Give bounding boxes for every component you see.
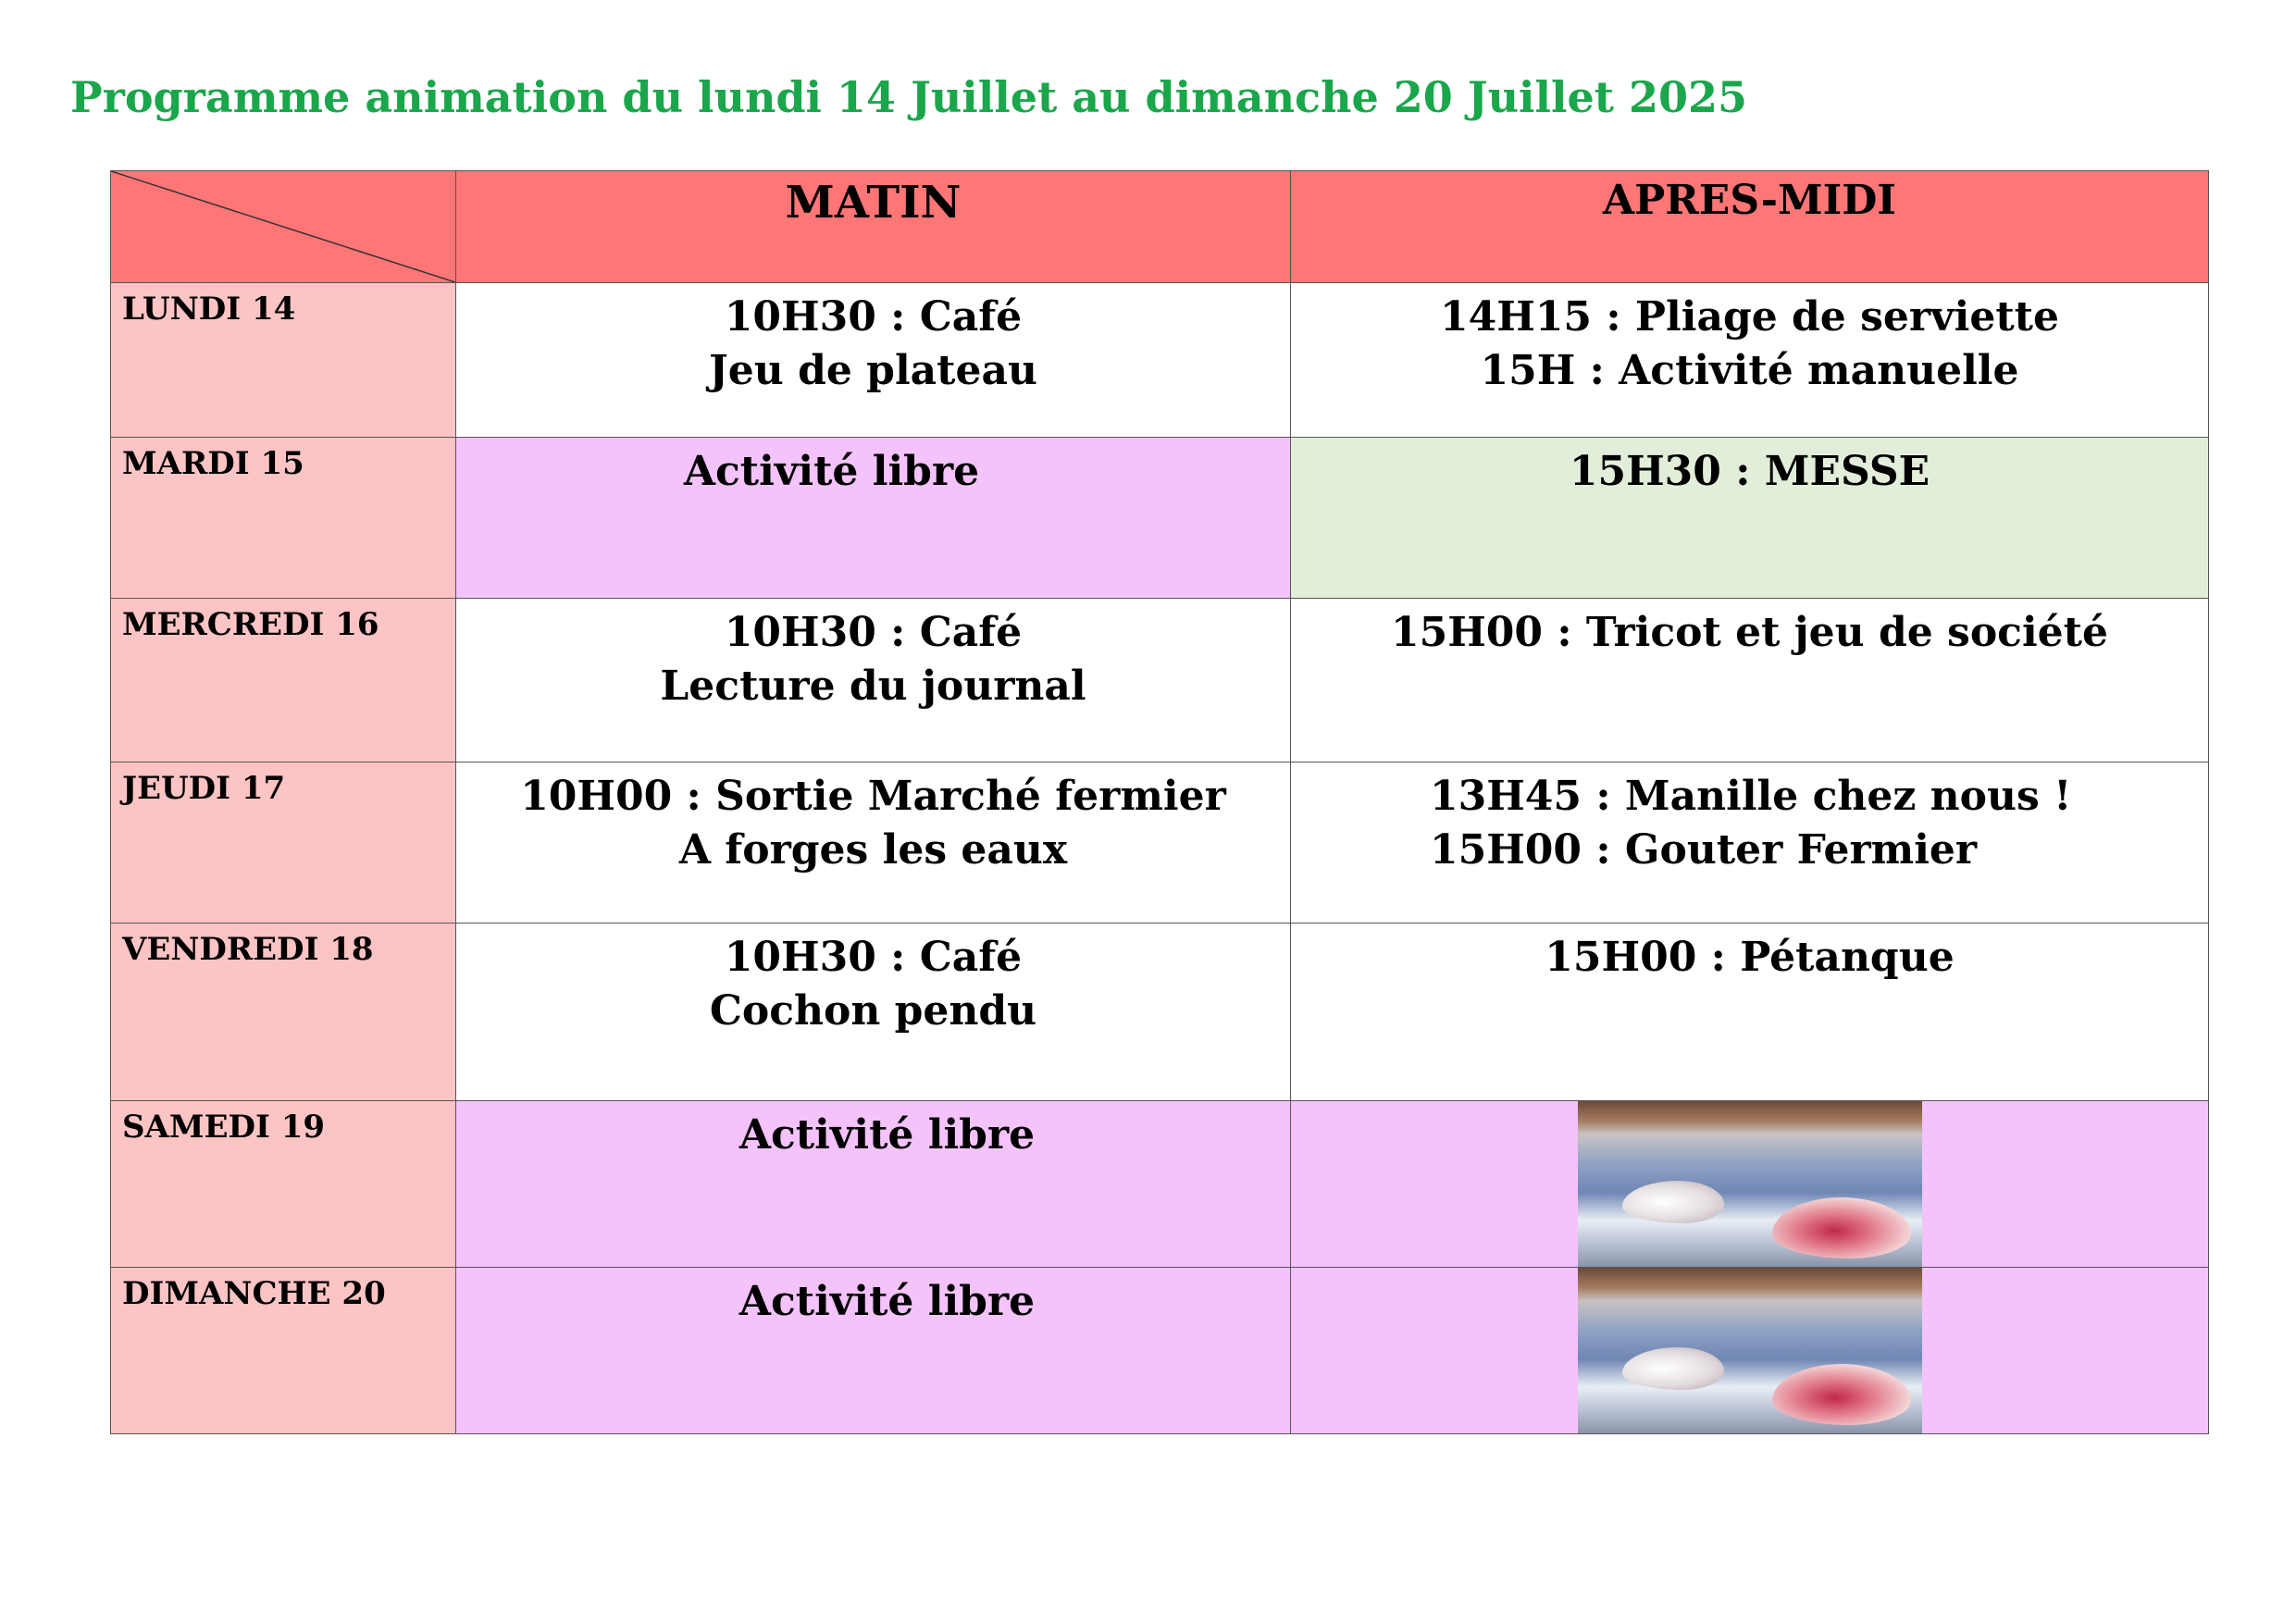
shell-icon [1622,1181,1724,1223]
activity-line: A forges les eaux [678,826,1068,874]
activity-line: Cochon pendu [709,987,1037,1035]
corner-cell [111,171,456,283]
afternoon-activity [1291,599,2208,660]
activity-line: 10H00 : Sortie Marché fermier [520,773,1226,820]
header-morning [456,171,1291,283]
activity-line: Jeu de plateau [708,347,1037,394]
afternoon-cell [1291,599,2209,762]
day-cell [111,438,456,599]
schedule-table [110,170,2209,1434]
activity-line: 10H30 : Café [724,293,1023,341]
day-label: LUNDI 14 [122,291,296,328]
activity-line: Activité libre [738,1278,1036,1325]
activity-line: 15H00 : Gouter Fermier [1430,826,1978,874]
activity-line: 15H00 : Tricot et jeu de société [1390,609,2108,656]
activity-line: 15H00 : Pétanque [1545,934,1955,981]
diagonal-line [111,171,455,282]
afternoon-activity [1291,762,2208,877]
morning-activity [456,283,1290,398]
header-morning-label: MATIN [785,177,962,229]
day-cell [111,599,456,762]
seashell-photo [1578,1101,1922,1267]
day-cell [111,924,456,1101]
header-row [111,171,2209,283]
day-label: VENDREDI 18 [122,931,374,968]
header-afternoon-label: APRES-MIDI [1602,177,1896,224]
morning-cell [456,283,1291,438]
afternoon-cell [1291,762,2209,924]
day-label: MARDI 15 [122,445,304,482]
activity-line: 10H30 : Café [724,934,1023,981]
conch-icon [1772,1197,1911,1258]
afternoon-cell [1291,283,2209,438]
morning-cell [456,762,1291,924]
table-row [111,1268,2209,1434]
page-title: Programme animation du lundi 14 Juillet au dimanche 20 Juillet 2025 [70,72,1748,122]
afternoon-cell [1291,438,2209,599]
morning-cell [456,1101,1291,1268]
morning-activity [456,1101,1290,1162]
shell-icon [1622,1347,1724,1390]
day-cell [111,283,456,438]
table-row [111,1101,2209,1268]
morning-activity [456,438,1290,499]
day-cell [111,762,456,924]
seashell-photo [1578,1268,1922,1433]
morning-activity [456,599,1290,713]
afternoon-activity [1291,924,2208,985]
day-cell [111,1101,456,1268]
day-label: MERCREDI 16 [122,606,379,643]
activity-line: 15H : Activité manuelle [1480,347,2019,394]
morning-cell [456,924,1291,1101]
morning-activity [456,924,1290,1038]
activity-line: 10H30 : Café [724,609,1023,656]
table-row [111,762,2209,924]
afternoon-cell [1291,1101,2209,1268]
day-cell [111,1268,456,1434]
morning-cell [456,1268,1291,1434]
table-row [111,438,2209,599]
day-label: JEUDI 17 [122,770,286,807]
day-label: DIMANCHE 20 [122,1275,386,1312]
table-row [111,924,2209,1101]
afternoon-cell [1291,1268,2209,1434]
conch-icon [1772,1364,1911,1425]
activity-line: Activité libre [683,448,980,495]
activity-line: Activité libre [738,1111,1036,1159]
afternoon-activity [1291,438,2208,499]
activity-line: 14H15 : Pliage de serviette [1440,293,2059,341]
morning-cell [456,438,1291,599]
activity-line: 13H45 : Manille chez nous ! [1430,773,2072,820]
day-label: SAMEDI 19 [122,1109,326,1146]
morning-activity [456,762,1290,877]
header-afternoon [1291,171,2209,283]
afternoon-cell [1291,924,2209,1101]
table-row [111,599,2209,762]
morning-cell [456,599,1291,762]
activity-line: Lecture du journal [660,663,1086,710]
afternoon-activity [1291,283,2208,398]
morning-activity [456,1268,1290,1329]
table-row [111,283,2209,438]
activity-line: 15H30 : MESSE [1569,448,1930,495]
